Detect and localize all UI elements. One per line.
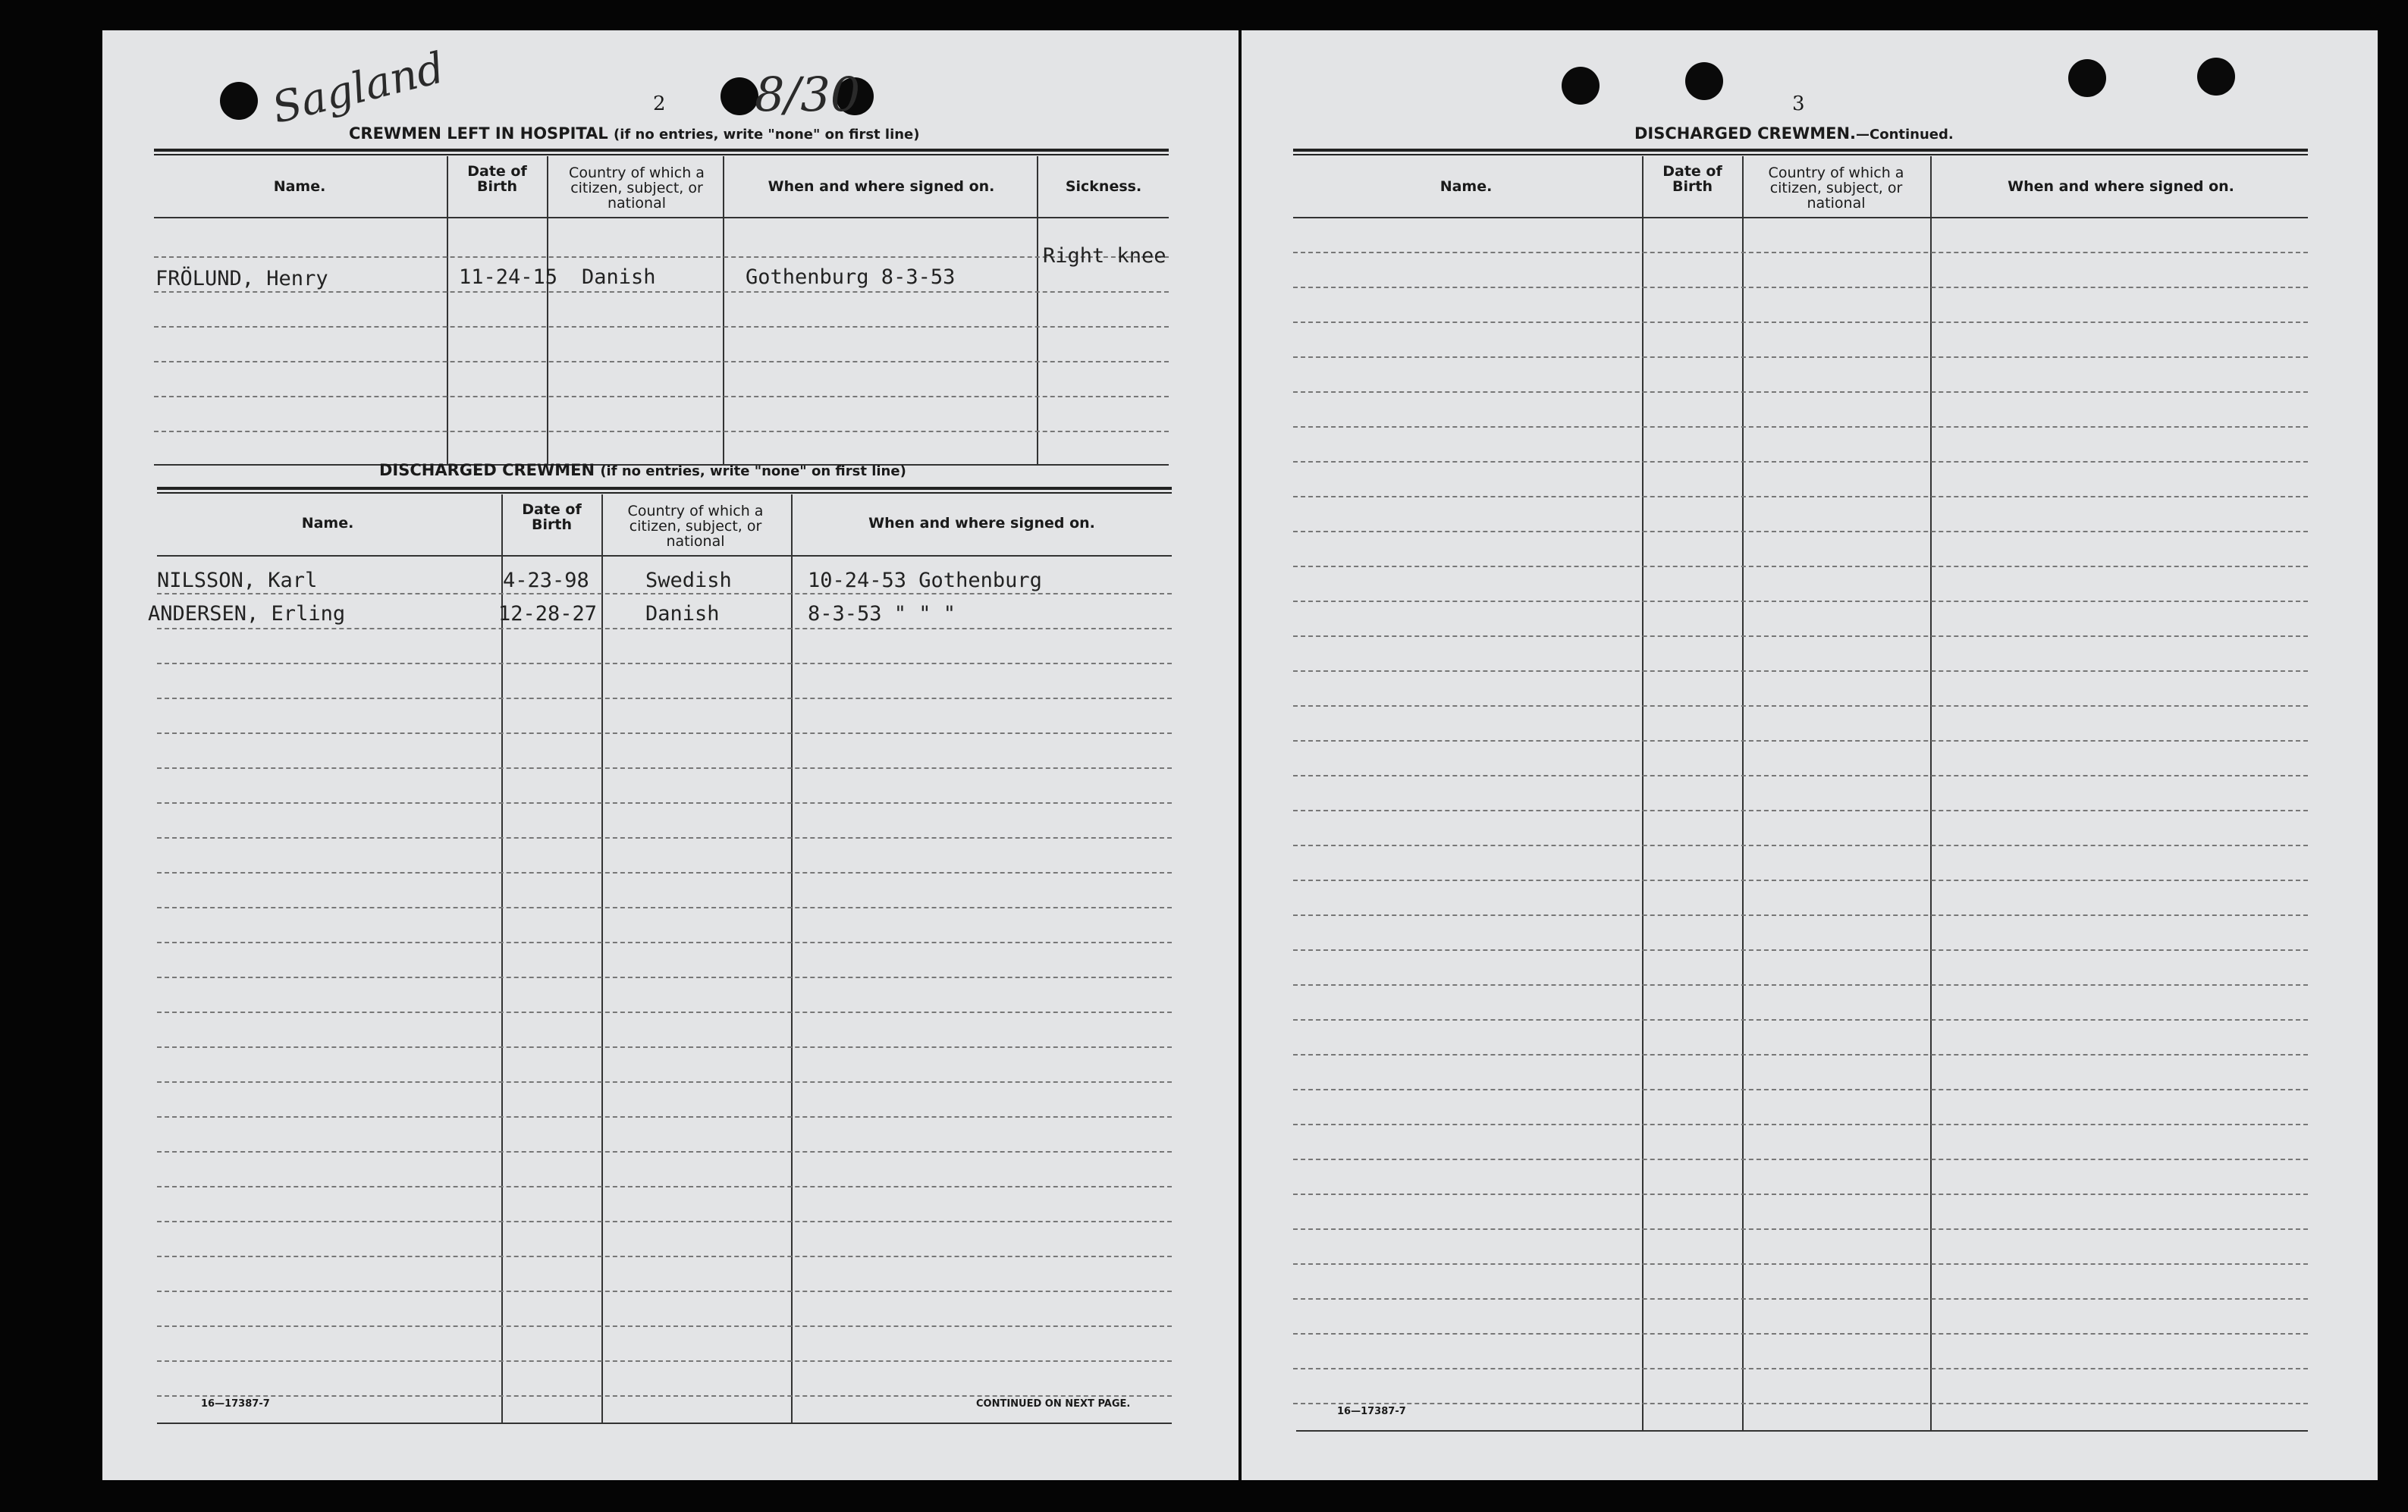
- discharged-entry-country: Danish: [645, 602, 720, 626]
- entry-line: [1293, 705, 2308, 707]
- entry-line: [157, 1012, 1172, 1013]
- page-number: 3: [1792, 93, 1805, 115]
- entry-line: [1293, 1298, 2308, 1300]
- entry-line: [157, 1116, 1172, 1118]
- punch-hole: [2197, 58, 2235, 96]
- entry-line: [157, 802, 1172, 804]
- right-page: [1242, 30, 2378, 1480]
- entry-line: [157, 593, 1172, 594]
- table-bottom-rule: [1296, 1430, 2308, 1432]
- column-divider: [1642, 156, 1644, 1430]
- table-bottom-rule: [157, 1423, 1172, 1424]
- entry-line: [157, 1151, 1172, 1153]
- entry-line: [1293, 1194, 2308, 1195]
- header-rule: [157, 555, 1172, 557]
- hospital-entry-name: FRÖLUND, Henry: [155, 267, 328, 290]
- entry-line: [1293, 601, 2308, 602]
- entry-line: [157, 767, 1172, 769]
- column-divider: [601, 494, 603, 1424]
- entry-line: [157, 1325, 1172, 1327]
- entry-line: [1293, 845, 2308, 846]
- col-header-dob: Date of Birth: [467, 163, 527, 195]
- discharged-entry-signed: 10-24-53 Gothenburg: [808, 569, 1042, 592]
- entry-line: [154, 396, 1169, 397]
- discharged-section-title: DISCHARGED CREWMEN (if no entries, write "none" on first line): [379, 461, 906, 479]
- entry-line: [154, 431, 1169, 432]
- header-rule: [1293, 217, 2308, 218]
- hospital-section-title: CREWMEN LEFT IN HOSPITAL (if no entries, write "none" on first line): [349, 124, 920, 143]
- entry-line: [1293, 426, 2308, 428]
- entry-line: [157, 1360, 1172, 1362]
- hospital-entry-sickness: Right knee: [1043, 244, 1166, 268]
- hospital-entry-dob: 11-24-15: [459, 265, 558, 289]
- discharged-entry-country: Swedish: [645, 569, 732, 592]
- entry-line: [154, 291, 1169, 293]
- column-divider: [1930, 156, 1932, 1430]
- column-divider: [547, 156, 548, 466]
- entry-line: [154, 361, 1169, 362]
- entry-line: [1293, 775, 2308, 776]
- column-divider: [1742, 156, 1744, 1430]
- entry-line: [1293, 1333, 2308, 1335]
- divider: [154, 149, 1169, 155]
- entry-line: [1293, 461, 2308, 463]
- divider: [157, 487, 1172, 494]
- entry-line: [1293, 635, 2308, 637]
- form-number: 16—17387-7: [201, 1398, 270, 1410]
- entry-line: [1293, 1124, 2308, 1125]
- entry-line: [157, 1256, 1172, 1257]
- punch-hole: [220, 82, 258, 120]
- form-number: 16—17387-7: [1337, 1406, 1406, 1417]
- col-header-signed: When and where signed on.: [868, 515, 1095, 532]
- entry-line: [157, 1081, 1172, 1083]
- column-divider: [447, 156, 448, 466]
- col-header-dob: Date of Birth: [1662, 163, 1722, 195]
- entry-line: [1293, 252, 2308, 253]
- divider: [1293, 149, 2308, 155]
- handwritten-date: 8/30: [755, 67, 861, 122]
- discharged-entry-name: NILSSON, Karl: [157, 569, 318, 592]
- col-header-dob: Date of Birth: [522, 501, 582, 533]
- column-divider: [791, 494, 793, 1424]
- entry-line: [157, 628, 1172, 629]
- continued-note: CONTINUED ON NEXT PAGE.: [976, 1398, 1131, 1410]
- entry-line: [1293, 1368, 2308, 1369]
- entry-line: [157, 1221, 1172, 1222]
- entry-line: [1293, 670, 2308, 672]
- punch-hole: [1685, 62, 1723, 100]
- entry-line: [157, 1291, 1172, 1292]
- entry-line: [1293, 1159, 2308, 1160]
- col-header-signed: When and where signed on.: [768, 178, 995, 195]
- punch-hole: [721, 77, 758, 115]
- header-rule: [154, 217, 1169, 218]
- punch-hole: [2068, 59, 2106, 97]
- entry-line: [1293, 1263, 2308, 1265]
- hospital-entry-signed: Gothenburg 8-3-53: [746, 265, 956, 289]
- entry-line: [154, 256, 1169, 258]
- discharged-entry-name: ANDERSEN, Erling: [148, 602, 346, 626]
- page-number: 2: [653, 93, 666, 115]
- col-header-country: Country of which a citizen, subject, or national: [1768, 165, 1904, 212]
- entry-line: [1293, 810, 2308, 811]
- discharged-entry-dob: 12-28-27: [498, 602, 598, 626]
- entry-line: [1293, 356, 2308, 358]
- column-divider: [1037, 156, 1038, 466]
- entry-line: [157, 1186, 1172, 1187]
- entry-line: [1293, 880, 2308, 881]
- entry-line: [157, 942, 1172, 943]
- col-header-country: Country of which a citizen, subject, or national: [569, 165, 705, 212]
- column-divider: [501, 494, 503, 1424]
- entry-line: [157, 907, 1172, 908]
- discharged-entry-signed: 8-3-53 " " ": [808, 602, 956, 626]
- entry-line: [1293, 566, 2308, 567]
- entry-line: [1293, 1089, 2308, 1090]
- col-header-signed: When and where signed on.: [2008, 178, 2234, 195]
- left-page: [102, 30, 1239, 1480]
- col-header-name: Name.: [301, 515, 354, 532]
- section-title: DISCHARGED CREWMEN.—Continued.: [1634, 124, 1954, 143]
- col-header-name: Name.: [273, 178, 326, 195]
- entry-line: [1293, 287, 2308, 288]
- entry-line: [157, 1395, 1172, 1397]
- entry-line: [1293, 914, 2308, 916]
- column-divider: [723, 156, 724, 466]
- entry-line: [157, 977, 1172, 978]
- entry-line: [1293, 1019, 2308, 1021]
- entry-line: [1293, 322, 2308, 323]
- col-header-sickness: Sickness.: [1065, 178, 1142, 195]
- entry-line: [1293, 496, 2308, 497]
- entry-line: [157, 732, 1172, 734]
- entry-line: [1293, 984, 2308, 986]
- entry-line: [1293, 1403, 2308, 1404]
- col-header-name: Name.: [1439, 178, 1493, 195]
- entry-line: [1293, 949, 2308, 951]
- entry-line: [157, 1046, 1172, 1048]
- entry-line: [1293, 740, 2308, 742]
- entry-line: [154, 326, 1169, 328]
- handwritten-name: Sagland: [267, 43, 450, 133]
- entry-line: [157, 872, 1172, 874]
- entry-line: [1293, 1228, 2308, 1230]
- hospital-entry-country: Danish: [582, 265, 656, 289]
- punch-hole: [1562, 67, 1600, 105]
- entry-line: [1293, 531, 2308, 532]
- col-header-country: Country of which a citizen, subject, or national: [627, 503, 764, 550]
- entry-line: [1293, 391, 2308, 393]
- entry-line: [157, 837, 1172, 839]
- entry-line: [157, 698, 1172, 699]
- discharged-entry-dob: 4-23-98: [503, 569, 589, 592]
- entry-line: [157, 663, 1172, 664]
- entry-line: [1293, 1054, 2308, 1056]
